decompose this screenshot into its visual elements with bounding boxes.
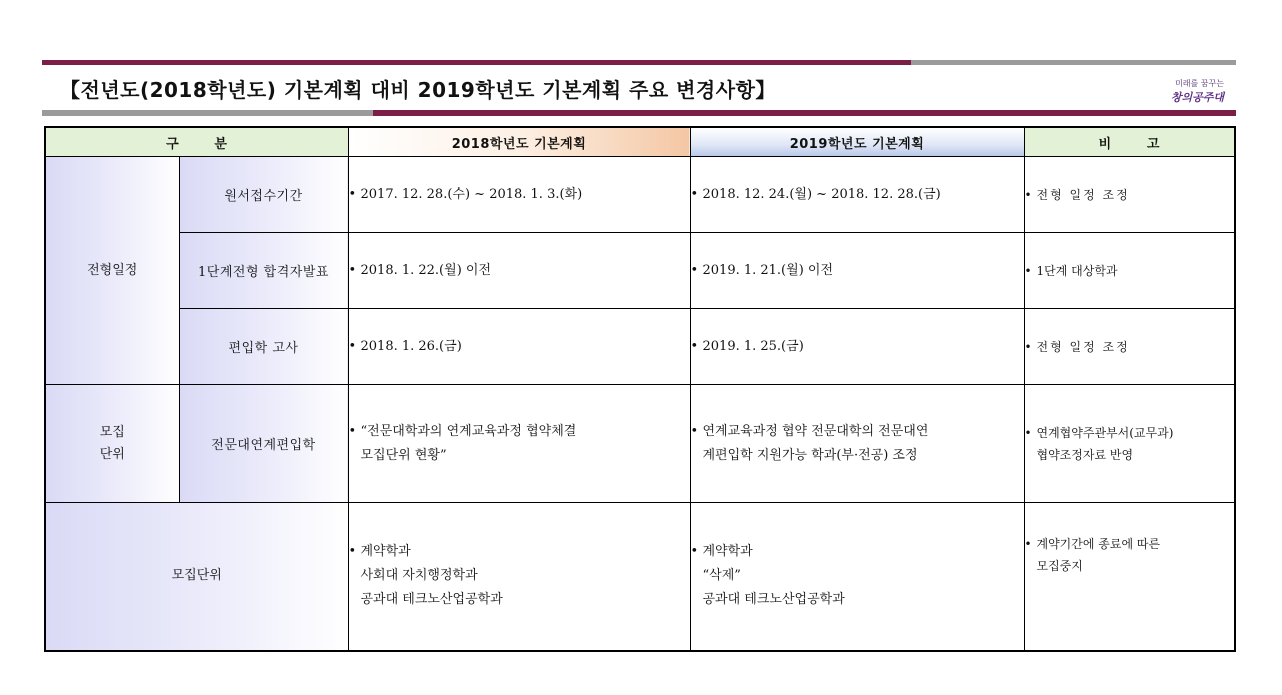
cell-text: “삭제” <box>702 568 741 584</box>
bullet-icon: • <box>348 262 357 278</box>
subcategory-transfer-exam: 편입학 고사 <box>179 309 348 385</box>
bullet-icon: • <box>690 186 699 202</box>
cell-text: 2019. 1. 25.(금) <box>702 338 804 354</box>
logo-name: 창의공주대 <box>1170 91 1224 104</box>
category-schedule: 전형일정 <box>45 157 179 385</box>
cell-text: 2017. 12. 28.(수) ~ 2018. 1. 3.(화) <box>360 186 583 202</box>
category-line: 모집 <box>99 424 125 440</box>
header-plan-2018: 2018학년도 기본계획 <box>348 127 690 157</box>
bullet-icon: • <box>690 423 699 439</box>
cell-note <box>1024 233 1235 309</box>
cell-text: 연계협약주관부서(교무과) <box>1036 425 1174 440</box>
bullet-icon: • <box>690 544 699 560</box>
cell-text: 사회대 자치행정학과 <box>360 568 478 584</box>
bullet-icon: • <box>348 338 357 354</box>
header-plan-2019: 2019학년도 기본계획 <box>690 127 1024 157</box>
cell-2018 <box>348 503 690 651</box>
cell-2019 <box>690 233 1024 309</box>
cell-text: 2018. 12. 24.(월) ~ 2018. 12. 28.(금) <box>702 186 941 202</box>
table-row <box>45 503 1235 651</box>
cell-text: 공과대 테크노산업공학과 <box>360 592 503 608</box>
cell-text: 2018. 1. 22.(월) 이전 <box>360 262 492 278</box>
changes-table <box>44 126 1236 652</box>
bullet-icon: • <box>1024 537 1032 551</box>
cell-note <box>1024 503 1235 651</box>
subcategory-application-period: 원서접수기간 <box>179 157 348 233</box>
subcategory-first-stage-results: 1단계전형 합격자발표 <box>179 233 348 309</box>
category-recruitment-unit <box>45 385 179 503</box>
cell-text: 모집중지 <box>1036 559 1083 573</box>
cell-text: 2019. 1. 21.(월) 이전 <box>702 262 834 278</box>
cell-2018 <box>348 309 690 385</box>
table-row <box>45 309 1235 385</box>
cell-text: “전문대학과의 연계교육과정 협약체결 <box>360 423 577 439</box>
cell-text: 계편입학 지원가능 학과(부·전공) 조정 <box>702 447 918 463</box>
cell-text: 1단계 대상학과 <box>1036 263 1118 278</box>
table-row <box>45 385 1235 503</box>
cell-2018 <box>348 157 690 233</box>
cell-text: 계약기간에 종료에 따른 <box>1036 537 1161 551</box>
bottom-rule <box>42 110 1236 116</box>
cell-2019 <box>690 385 1024 503</box>
cell-text: 협약조정자료 반영 <box>1036 447 1134 462</box>
category-line: 단위 <box>99 446 125 462</box>
cell-note <box>1024 385 1235 503</box>
bullet-icon: • <box>1024 187 1032 202</box>
header-row <box>45 127 1235 157</box>
cell-2019 <box>690 503 1024 651</box>
top-rule-gray <box>911 60 1236 65</box>
cell-2018 <box>348 385 690 503</box>
top-rule <box>42 60 1236 65</box>
cell-2019 <box>690 309 1024 385</box>
bullet-icon: • <box>348 544 357 560</box>
subcategory-junior-college-transfer: 전문대연계편입학 <box>179 385 348 503</box>
cell-text: 2018. 1. 26.(금) <box>360 338 462 354</box>
cell-note <box>1024 309 1235 385</box>
header-gubun: 구 분 <box>45 127 348 157</box>
cell-text: 공과대 테크노산업공학과 <box>702 592 845 608</box>
page-title: 【전년도(2018학년도) 기본계획 대비 2019학년도 기본계획 주요 변경사항】 <box>60 78 776 102</box>
bullet-icon: • <box>348 423 357 439</box>
university-logo <box>1166 78 1224 106</box>
bottom-rule-maroon <box>373 110 1236 116</box>
cell-text: 계약학과 <box>360 544 411 560</box>
cell-text: 모집단위 현황” <box>360 447 447 463</box>
bullet-icon: • <box>690 338 699 354</box>
cell-text: 전형 일정 조정 <box>1036 187 1130 202</box>
bullet-icon: • <box>348 186 357 202</box>
cell-text: 연계교육과정 협약 전문대학의 전문대연 <box>702 423 929 439</box>
table-row <box>45 157 1235 233</box>
bullet-icon: • <box>1024 425 1032 440</box>
bullet-icon: • <box>1024 339 1032 354</box>
category-recruitment-unit-main: 모집단위 <box>45 503 348 651</box>
bullet-icon: • <box>690 262 699 278</box>
bottom-rule-gray <box>42 110 373 116</box>
header-note: 비 고 <box>1024 127 1235 157</box>
top-rule-maroon <box>42 60 911 65</box>
table-row <box>45 233 1235 309</box>
bullet-icon: • <box>1024 263 1032 278</box>
cell-2018 <box>348 233 690 309</box>
logo-tagline: 미래를 꿈꾸는 <box>1175 79 1224 88</box>
cell-text: 전형 일정 조정 <box>1036 339 1130 354</box>
cell-note <box>1024 157 1235 233</box>
cell-text: 계약학과 <box>702 544 753 560</box>
cell-2019 <box>690 157 1024 233</box>
